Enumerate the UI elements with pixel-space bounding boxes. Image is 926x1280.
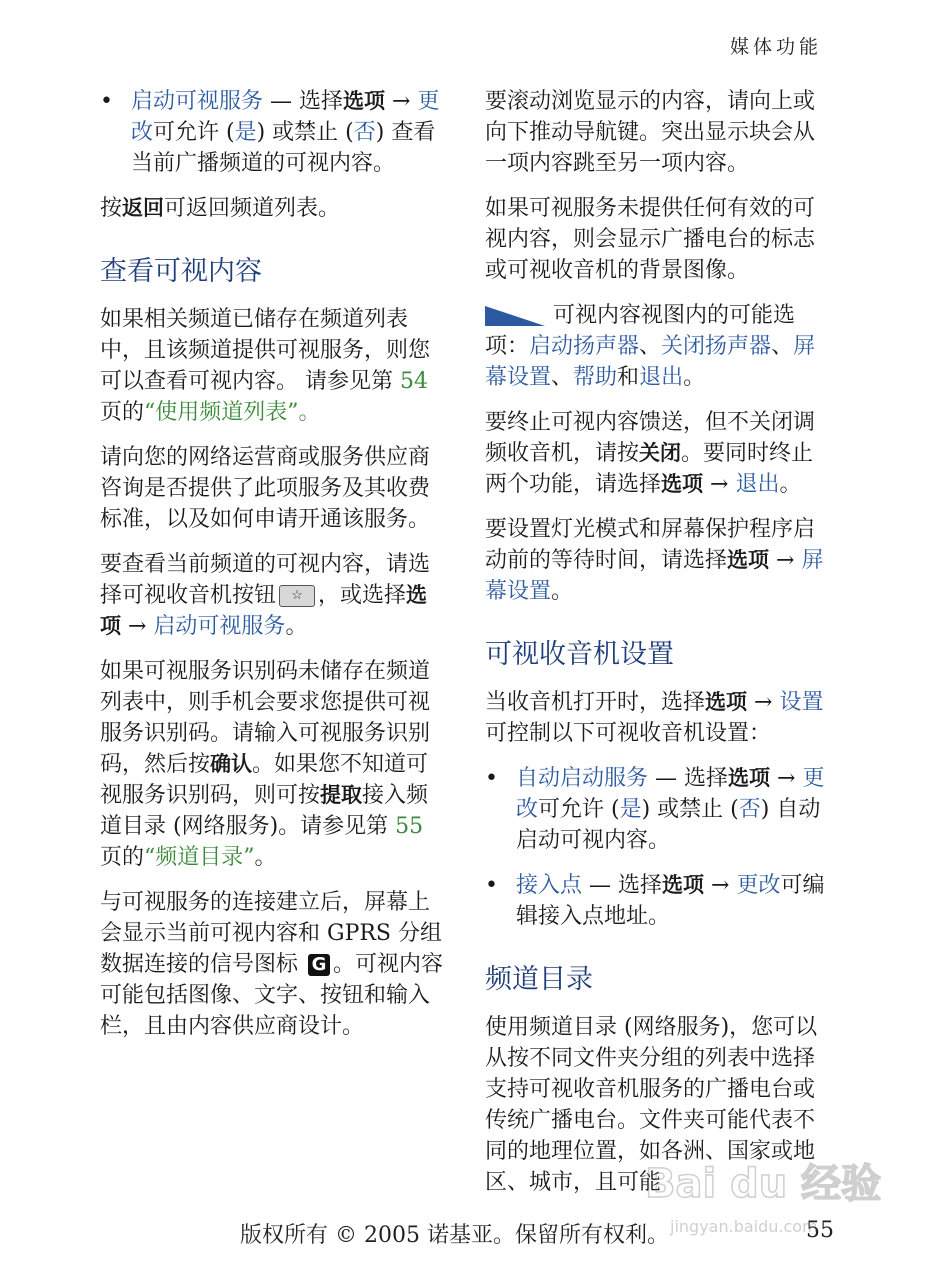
watermark-text: Bai du 经验 — [645, 1161, 882, 1207]
arrow: → — [770, 766, 803, 791]
option-label: 选项 — [727, 548, 770, 572]
option-value: 是 — [234, 120, 257, 145]
text: 。如果您不知道可视服务识别码，则可按 — [100, 752, 429, 808]
menu-link[interactable]: 接入点 — [516, 873, 583, 898]
key-label: 关闭 — [639, 441, 682, 465]
text: 。要同时终止两个功能，请选择 — [485, 441, 814, 497]
menu-link[interactable]: 退出 — [735, 472, 780, 497]
right-column — [485, 86, 830, 1212]
paragraph — [100, 887, 445, 1042]
arrow: → — [121, 614, 154, 639]
bullet-dot: • — [485, 766, 498, 791]
text: 页的 — [100, 400, 145, 425]
key-label: 确认 — [210, 752, 253, 776]
baidu-jingyan-watermark-logo — [640, 1152, 890, 1242]
text: 可允许 ( — [153, 120, 235, 145]
bullet-dot: • — [485, 873, 498, 898]
menu-link[interactable]: 更改 — [516, 766, 825, 822]
text: ) 查看当前广播频道的可视内容。 — [131, 120, 436, 176]
menu-link[interactable]: 启动可视服务 — [131, 89, 264, 114]
menu-link[interactable]: 帮助 — [573, 365, 618, 390]
text: 如果可视服务识别码未储存在频道列表中，则手机会要求您提供可视服务识别码。请输入可视服务识别码，然后按 — [100, 659, 431, 777]
text: 可视内容视图内的可能选项： — [485, 303, 796, 359]
arrow: → — [704, 873, 737, 898]
paragraph: 要滚动浏览显示的内容，请向上或向下推动导航键。突出显示块会从一项内容跳至另一项内容。 — [485, 89, 816, 176]
paragraph — [100, 304, 445, 428]
text: 、 — [551, 365, 574, 390]
text: 要终止可视内容馈送，但不关闭调频收音机，请按 — [485, 410, 816, 466]
list-item — [100, 86, 445, 179]
page-ref[interactable]: 54 — [400, 369, 428, 394]
text: 。可视内容可能包括图像、文字、按钮和输入栏，且由内容供应商设计。 — [100, 952, 444, 1039]
menu-link[interactable]: 更改 — [736, 873, 781, 898]
arrow: → — [385, 89, 418, 114]
menu-link[interactable]: 关闭扬声器 — [661, 334, 772, 359]
paragraph — [485, 687, 830, 749]
section-heading: 频道目录 — [485, 964, 593, 995]
text: 。 — [254, 845, 277, 870]
text: 和 — [617, 365, 640, 390]
text: — 选择 — [582, 873, 663, 898]
list-item — [485, 763, 830, 856]
arrow: → — [747, 690, 780, 715]
text: 可控制以下可视收音机设置： — [485, 721, 772, 746]
paragraph: 使用频道目录 (网络服务)，您可以从按不同文件夹分组的列表中选择支持可视收音机服务的广播电台或传统广播电台。文件夹可能代表不同的地理位置，如各洲、国家或地区、城市，且可能 — [485, 1015, 818, 1195]
arrow: → — [769, 548, 802, 573]
text: 当收音机打开时，选择 — [485, 690, 706, 715]
menu-link[interactable]: 启动扬声器 — [529, 334, 640, 359]
option-label: 选项 — [100, 583, 428, 638]
running-header: 媒体功能 — [729, 36, 822, 58]
text: — 选择 — [648, 766, 729, 791]
text: 如果相关频道已储存在频道列表中，且该频道提供可视服务，则您可以查看可视内容。 请参见第 — [100, 307, 431, 394]
arrow: → — [703, 472, 736, 497]
paragraph: 如果可视服务未提供任何有效的可视内容，则会显示广播电台的标志或可视收音机的背景图像。 — [485, 196, 816, 283]
text: 、 — [639, 334, 662, 359]
text: 。 — [779, 472, 802, 497]
page-ref[interactable]: 55 — [395, 814, 424, 839]
menu-link[interactable]: 自动启动服务 — [516, 766, 649, 791]
text: 、 — [771, 334, 794, 359]
text: 接入频道目录 (网络服务)。请参见第 — [100, 783, 429, 839]
list-item — [485, 870, 830, 932]
paragraph — [485, 407, 830, 500]
key-label: 提取 — [320, 783, 363, 807]
menu-link[interactable]: 屏幕设置 — [485, 334, 816, 390]
visual-radio-key-icon: ☆ — [279, 585, 315, 607]
text: 可允许 ( — [538, 797, 620, 822]
left-column — [100, 86, 445, 1056]
option-value: 否 — [738, 797, 761, 822]
text: ) 自动启动可视内容。 — [516, 797, 821, 853]
text: 。 — [683, 365, 706, 390]
text: 按 — [100, 196, 123, 221]
section-heading: 可视收音机设置 — [485, 639, 674, 670]
option-label: 选项 — [728, 766, 771, 790]
text: — 选择 — [263, 89, 344, 114]
paragraph — [100, 656, 445, 873]
watermark-url: jingyan.baidu.com — [670, 1217, 818, 1236]
cross-reference-link[interactable]: “使用频道列表”。 — [144, 400, 321, 425]
menu-link[interactable]: 更改 — [131, 89, 440, 145]
key-label: 返回 — [122, 196, 165, 220]
text: 。 — [285, 614, 308, 639]
text: 可返回频道列表。 — [164, 196, 341, 221]
page-number: 55 — [806, 1218, 834, 1243]
options-marker-icon — [485, 306, 545, 326]
option-label: 选项 — [661, 472, 704, 496]
text: 页的 — [100, 845, 145, 870]
menu-link[interactable]: 设置 — [779, 690, 824, 715]
option-value: 是 — [619, 797, 642, 822]
paragraph — [485, 300, 830, 393]
paragraph — [485, 514, 830, 607]
text: 可编辑接入点地址。 — [516, 873, 825, 929]
copyright-footer: 版权所有 © 2005 诺基亚。保留所有权利。 — [240, 1223, 669, 1248]
option-label: 选项 — [343, 89, 386, 113]
option-label: 选项 — [705, 690, 748, 714]
bullet-dot: • — [100, 89, 113, 114]
text: 与可视服务的连接建立后，屏幕上会显示当前可视内容和 GPRS 分组数据连接的信号图标 — [100, 890, 442, 977]
menu-link[interactable]: 屏幕设置 — [485, 548, 824, 604]
cross-reference-link[interactable]: “频道目录” — [144, 845, 255, 870]
menu-link[interactable]: 退出 — [639, 365, 684, 390]
option-value: 否 — [353, 120, 376, 145]
paragraph — [100, 193, 445, 224]
text: ) 或禁止 ( — [256, 120, 354, 145]
text: ) 或禁止 ( — [641, 797, 739, 822]
menu-link[interactable]: 启动可视服务 — [153, 614, 286, 639]
text: 要查看当前频道的可视内容，请选择可视收音机按钮 — [100, 552, 431, 608]
paragraph — [100, 549, 445, 642]
gprs-signal-icon: G — [308, 954, 330, 976]
text: 要设置灯光模式和屏幕保护程序启动前的等待时间，请选择 — [485, 517, 816, 573]
paragraph: 请向您的网络运营商或服务供应商咨询是否提供了此项服务及其收费标准，以及如何申请开通该服务。 — [100, 445, 431, 532]
option-label: 选项 — [662, 873, 705, 897]
text: ，或选择 — [318, 583, 407, 608]
text: 。 — [551, 579, 574, 604]
section-heading: 查看可视内容 — [100, 256, 262, 287]
